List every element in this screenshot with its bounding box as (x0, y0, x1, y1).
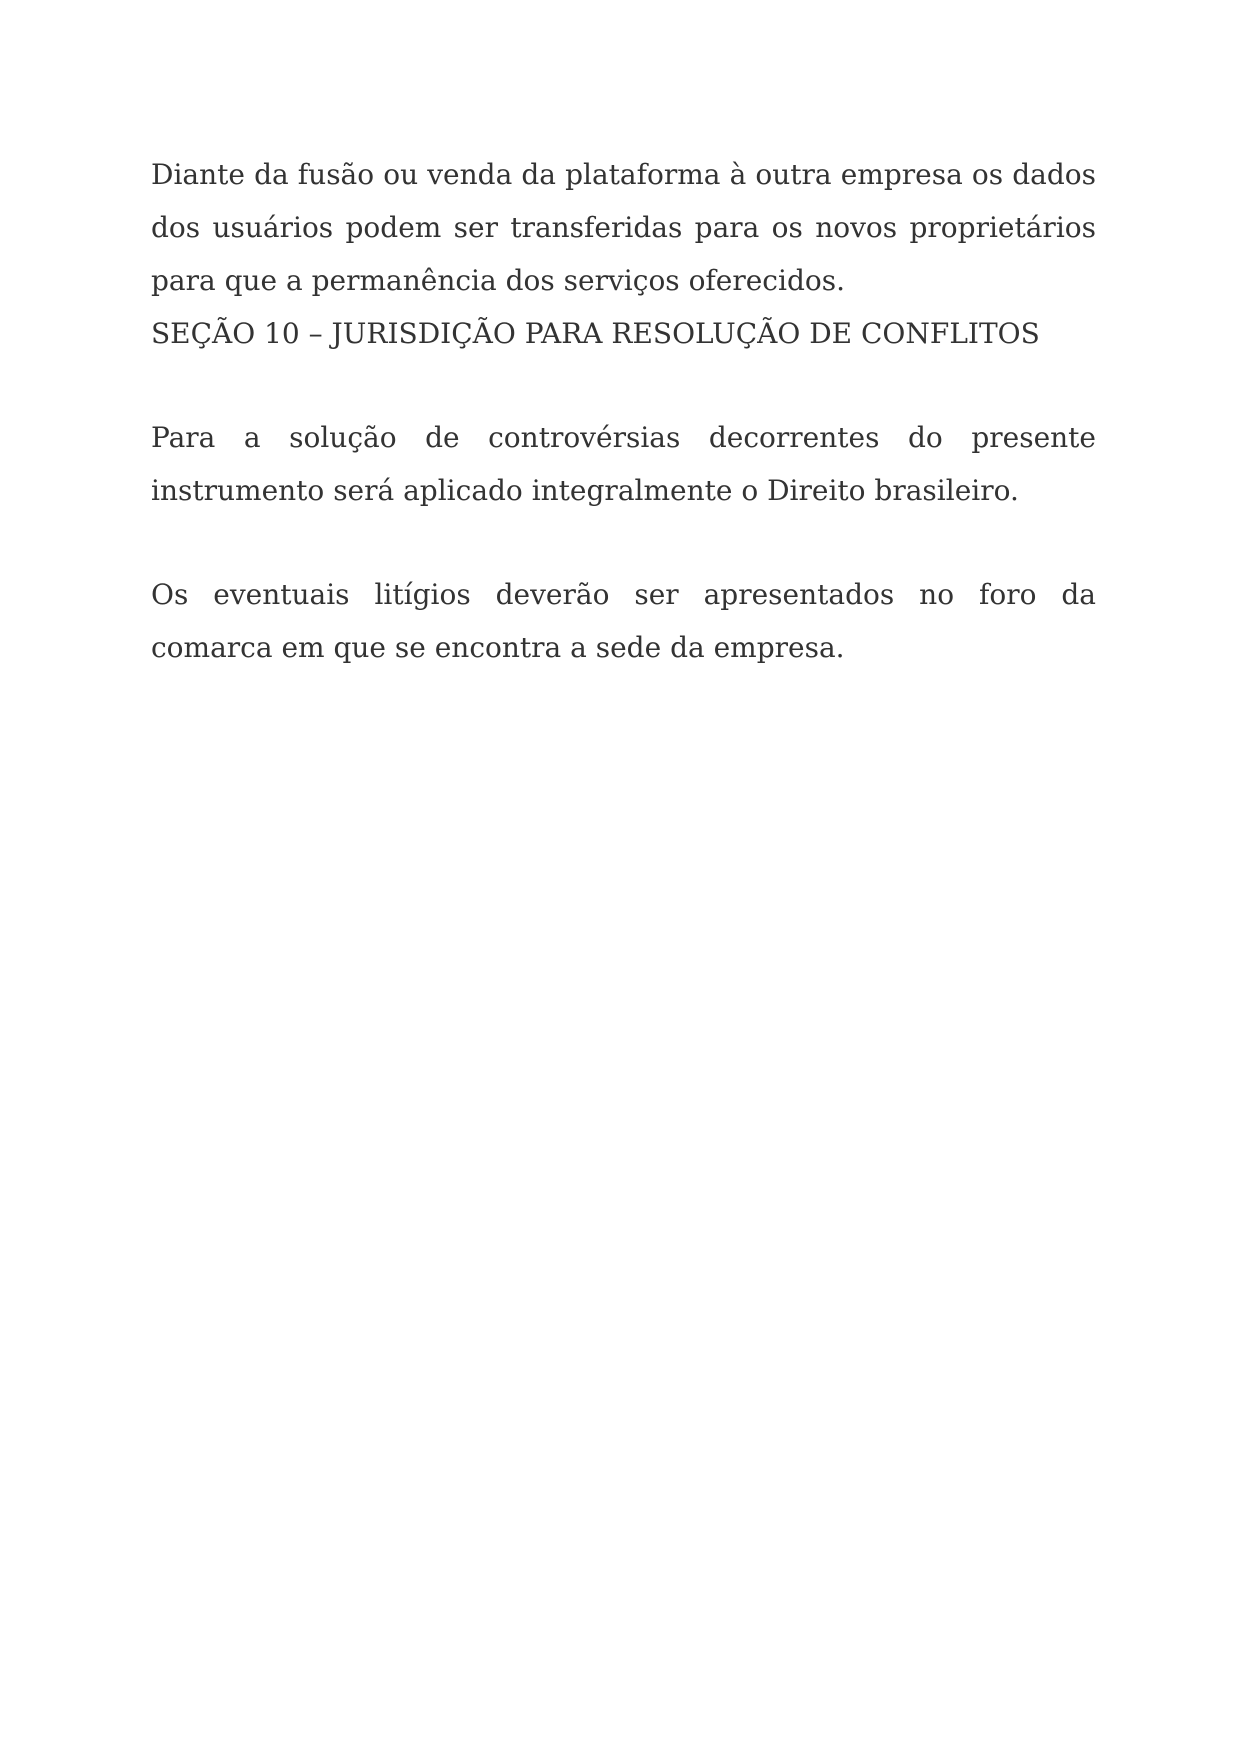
paragraph-applicable-law: Para a solução de controvérsias decorrentes do presente instrumento será aplicado integralmente o Direito brasileiro. (151, 421, 1096, 507)
section-heading: SEÇÃO 10 – JURISDIÇÃO PARA RESOLUÇÃO DE CONFLITOS (151, 317, 1040, 350)
document-body (151, 148, 1096, 674)
paragraph-jurisdiction: Os eventuais litígios deverão ser apresentados no foro da comarca em que se encontra a sede da empresa. (151, 578, 1096, 664)
paragraph-data-transfer: Diante da fusão ou venda da plataforma à outra empresa os dados dos usuários podem ser transferidas para os novos proprietários para que a permanência dos serviços oferecidos. (151, 158, 1096, 297)
